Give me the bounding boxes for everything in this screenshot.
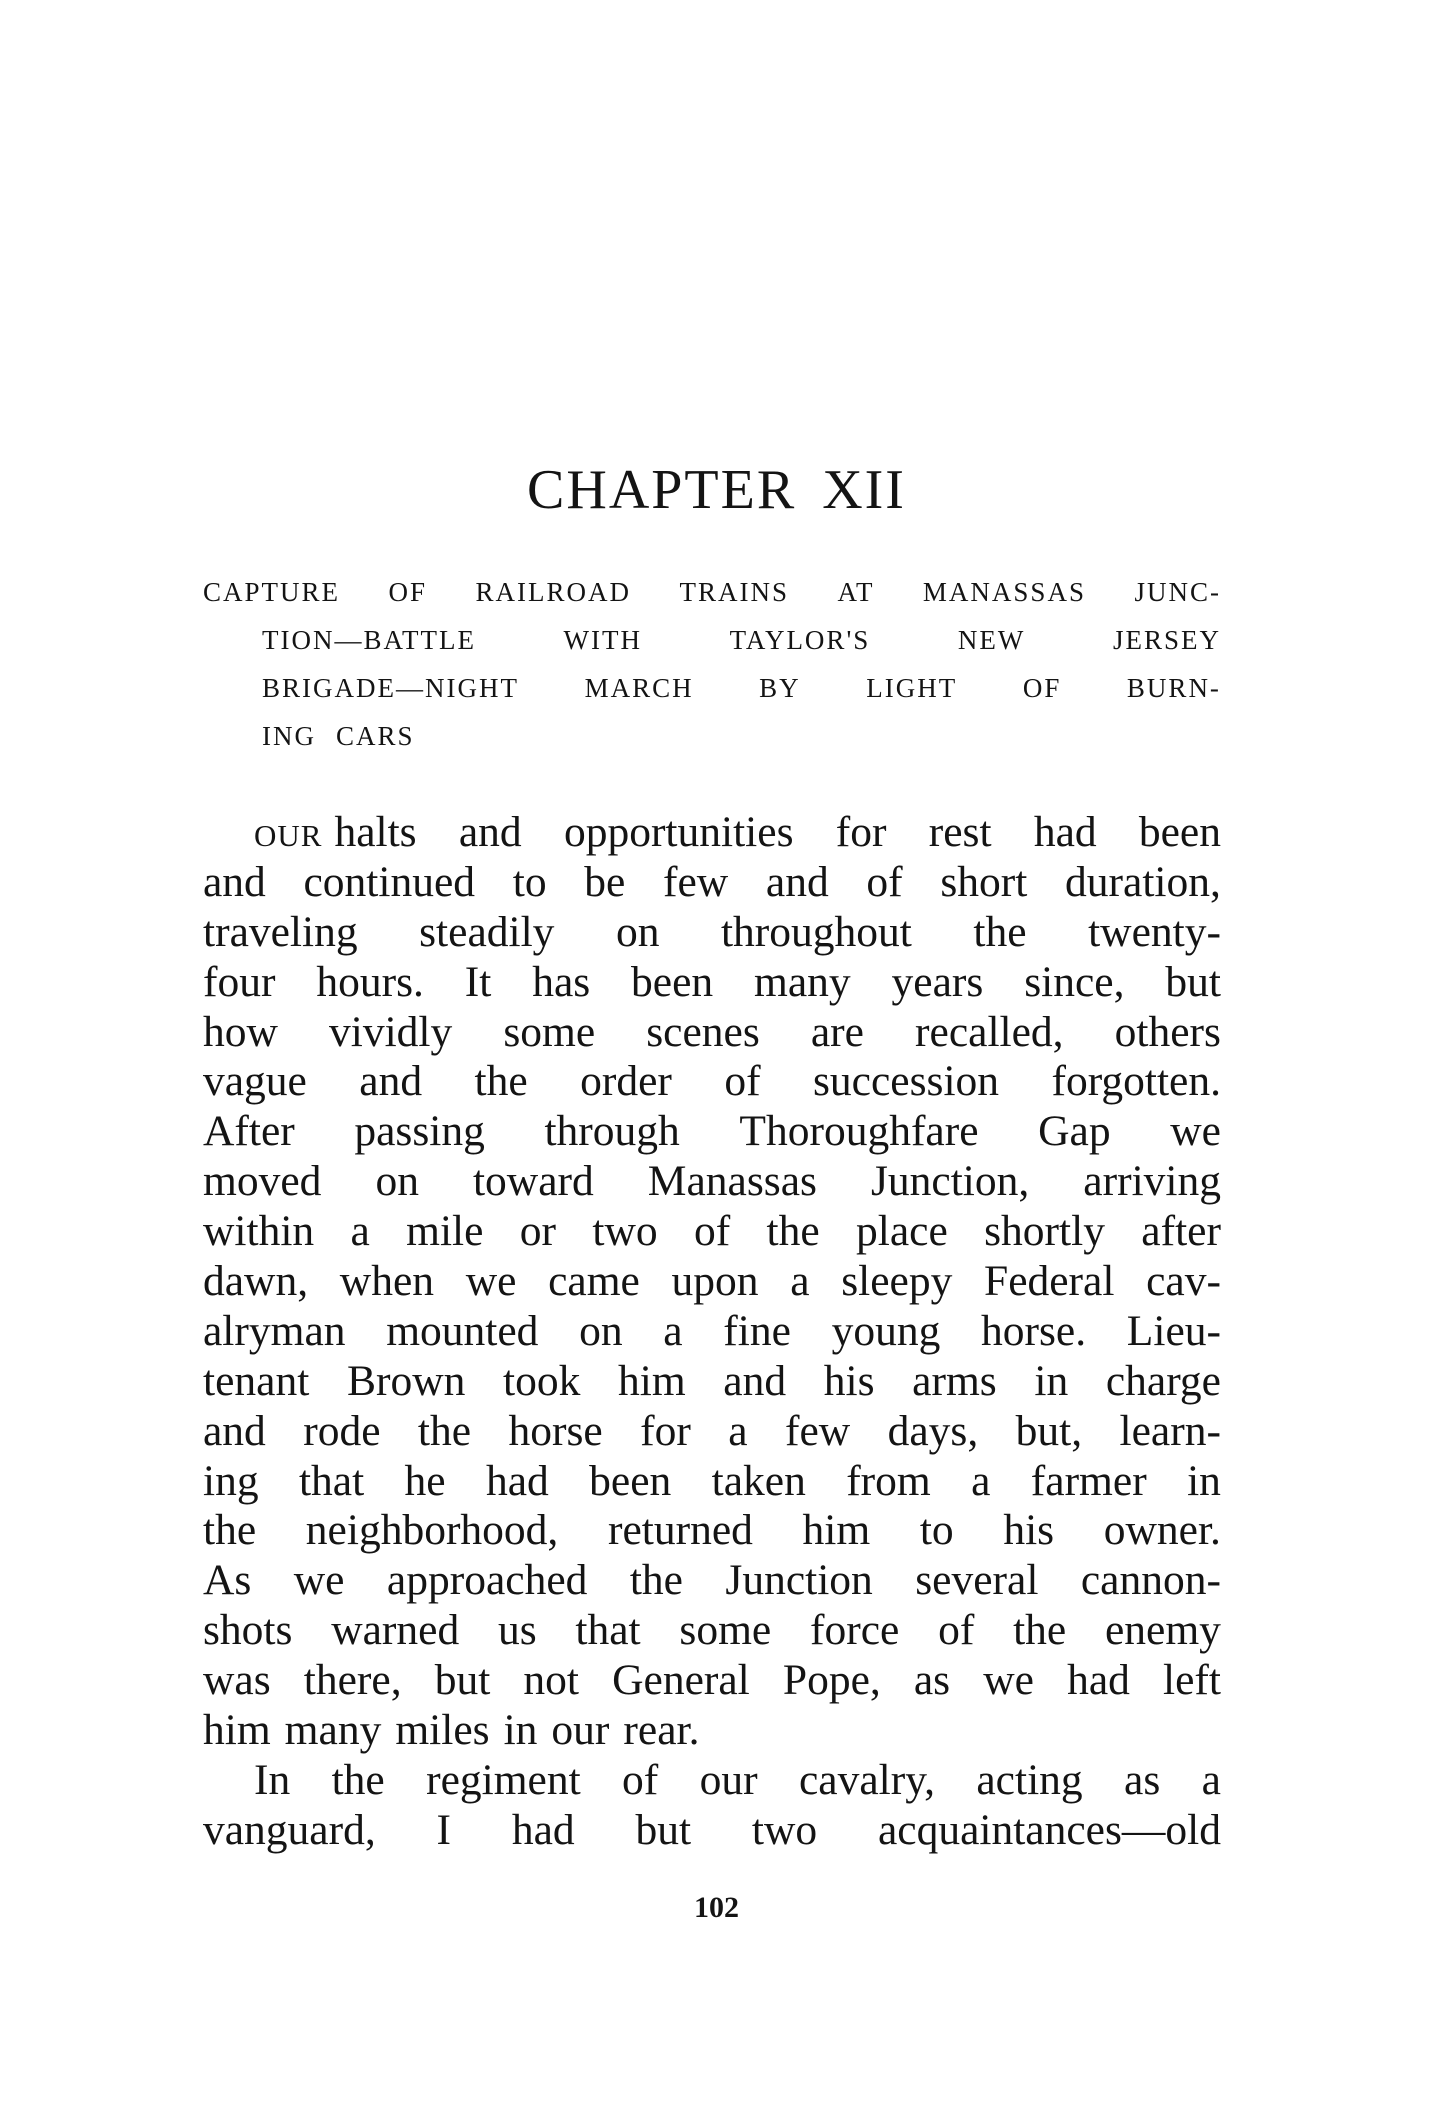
summary-word: BURN- <box>1126 673 1221 703</box>
body-word: vanguard, <box>203 1805 376 1854</box>
body-word: scenes <box>646 1007 760 1056</box>
body-line <box>203 958 1221 1008</box>
body-line <box>203 1556 1221 1606</box>
body-word: some <box>503 1007 596 1056</box>
body-line <box>203 1407 1221 1457</box>
body-word: since, <box>1024 957 1125 1006</box>
body-word: Federal <box>984 1257 1115 1306</box>
summary-word: LIGHT <box>866 673 958 703</box>
body-word: I <box>436 1805 452 1854</box>
body-word: four <box>203 957 276 1006</box>
body-word: on <box>375 1157 419 1206</box>
page-number: 102 <box>694 1891 739 1924</box>
body-word: the <box>417 1406 472 1455</box>
body-word: hours. <box>316 957 424 1006</box>
body-line <box>203 1157 1221 1207</box>
body-word: place <box>856 1207 948 1256</box>
body-word: learn- <box>1119 1406 1221 1455</box>
body-word: came <box>548 1257 640 1306</box>
body-word: has <box>532 957 591 1006</box>
body-word: enemy <box>1104 1606 1221 1655</box>
body-word: acquaintances—old <box>877 1805 1221 1854</box>
body-word: a <box>1201 1755 1221 1804</box>
body-line <box>203 1008 1221 1058</box>
body-word: regiment <box>426 1755 581 1804</box>
body-word: halts <box>334 808 417 856</box>
body-word: had <box>485 1456 549 1505</box>
body-word: was <box>203 1656 271 1705</box>
summary-line <box>262 664 1221 712</box>
body-word: It <box>464 957 492 1006</box>
body-word: to <box>919 1506 954 1555</box>
body-line <box>203 1506 1221 1556</box>
body-word: neighborhood, <box>305 1506 559 1555</box>
body-word: warned <box>331 1606 460 1655</box>
body-line <box>203 1107 1221 1157</box>
body-word: charge <box>1105 1356 1221 1405</box>
summary-word: WITH <box>563 625 643 655</box>
body-word: the <box>474 1057 528 1106</box>
body-line <box>203 1806 1221 1856</box>
body-word: how <box>203 1007 278 1056</box>
body-word: the <box>203 1506 257 1555</box>
body-word: we <box>983 1656 1034 1705</box>
body-word: but <box>434 1656 491 1705</box>
body-word: forgotten. <box>1051 1057 1221 1106</box>
body-word: vividly <box>329 1007 453 1056</box>
chapter-number: XII <box>822 459 906 521</box>
body-word: of <box>622 1755 659 1804</box>
body-word: Brown <box>346 1356 466 1405</box>
body-word: many <box>754 957 851 1006</box>
body-word: in <box>503 1706 538 1755</box>
body-word: miles <box>395 1706 490 1755</box>
body-line <box>203 1257 1221 1307</box>
body-word: but <box>1165 957 1221 1006</box>
body-word: young <box>831 1306 941 1355</box>
body-word: our <box>699 1755 758 1804</box>
body-word: moved <box>203 1157 322 1206</box>
summary-word: JERSEY <box>1112 625 1221 655</box>
body-word: within <box>203 1207 315 1256</box>
body-word: several <box>915 1556 1039 1605</box>
body-word: a <box>663 1306 683 1355</box>
body-word: rear. <box>623 1706 700 1755</box>
chapter-summary <box>203 568 1221 760</box>
body-word: took <box>503 1356 581 1405</box>
body-word: through <box>544 1107 680 1156</box>
body-word: duration, <box>1065 857 1221 906</box>
body-word: cav- <box>1146 1257 1221 1306</box>
summary-word: NEW <box>957 625 1026 655</box>
summary-word: MARCH <box>584 673 694 703</box>
body-word: from <box>846 1456 931 1505</box>
opening-group <box>254 808 417 858</box>
body-word: order <box>580 1057 672 1106</box>
body-word: mounted <box>386 1306 539 1355</box>
body-text <box>203 808 1221 1856</box>
summary-word: TION—BATTLE <box>262 625 476 655</box>
body-word: Junction <box>725 1556 873 1605</box>
body-word: to <box>512 857 547 906</box>
body-word: force <box>809 1606 900 1655</box>
body-word: in <box>1034 1356 1069 1405</box>
body-word: upon <box>671 1257 759 1306</box>
body-word: few <box>784 1406 851 1455</box>
body-word: that <box>298 1456 365 1505</box>
body-word: toward <box>472 1157 594 1206</box>
body-word: him <box>203 1706 271 1755</box>
summary-word: TRAINS <box>679 577 789 607</box>
summary-word: CAPTURE <box>203 577 341 607</box>
summary-word: OF <box>388 577 428 607</box>
body-line <box>203 1207 1221 1257</box>
body-word: alryman <box>203 1306 346 1355</box>
body-word: a <box>971 1456 991 1505</box>
body-word: when <box>339 1257 435 1306</box>
body-word: the <box>331 1755 385 1804</box>
body-word: his <box>1003 1506 1055 1555</box>
body-word: traveling <box>203 907 358 956</box>
body-word: on <box>579 1306 623 1355</box>
body-line <box>203 1357 1221 1407</box>
body-word: but, <box>1015 1406 1083 1455</box>
body-word: two <box>751 1805 818 1854</box>
summary-word: MANASSAS <box>922 577 1086 607</box>
body-word: and <box>203 857 266 906</box>
small-caps-first-word: OUR <box>254 818 323 853</box>
body-word: as <box>913 1656 951 1705</box>
body-word: of <box>693 1207 731 1256</box>
body-word: recalled, <box>915 1007 1064 1056</box>
body-word: arms <box>912 1356 997 1405</box>
body-word: a <box>728 1406 748 1455</box>
summary-word: RAILROAD <box>475 577 631 607</box>
body-word: but <box>635 1805 692 1854</box>
body-word: days, <box>887 1406 979 1455</box>
body-word: are <box>810 1007 864 1056</box>
summary-word: AT <box>837 577 875 607</box>
body-line <box>203 1606 1221 1656</box>
body-word: us <box>497 1606 537 1655</box>
body-word: the <box>1013 1606 1067 1655</box>
body-word: for <box>835 808 887 856</box>
body-word: rest <box>928 808 992 856</box>
body-word: arriving <box>1083 1157 1221 1206</box>
body-word: he <box>404 1456 446 1505</box>
body-word: Junction, <box>870 1157 1030 1206</box>
body-word: that <box>575 1606 641 1655</box>
body-word: short <box>940 857 1028 906</box>
body-word: In <box>254 1755 291 1804</box>
body-word: Manassas <box>647 1157 817 1206</box>
body-word: been <box>631 957 714 1006</box>
body-word: General <box>612 1656 750 1705</box>
body-word: the <box>973 907 1027 956</box>
body-word: there, <box>303 1656 402 1705</box>
body-word: the <box>629 1556 683 1605</box>
body-word: others <box>1114 1007 1221 1056</box>
body-word: we <box>293 1556 345 1605</box>
body-word: in <box>1187 1456 1221 1505</box>
body-line <box>203 1307 1221 1357</box>
body-word: on <box>615 907 660 956</box>
body-word: we <box>1170 1107 1221 1156</box>
body-word: throughout <box>720 907 912 956</box>
body-word: and <box>458 808 522 856</box>
body-word: Thoroughfare <box>739 1107 979 1156</box>
body-word: Gap <box>1038 1107 1111 1156</box>
body-word: vague <box>203 1057 307 1106</box>
body-word: fine <box>723 1306 791 1355</box>
body-word: his <box>823 1356 875 1405</box>
body-word: Lieu- <box>1126 1306 1221 1355</box>
summary-word: OF <box>1022 673 1062 703</box>
body-word: left <box>1162 1656 1221 1705</box>
body-word: been <box>1138 808 1221 856</box>
body-word: opportunities <box>563 808 794 856</box>
body-word: of <box>938 1606 975 1655</box>
body-word: a <box>350 1207 370 1256</box>
body-word: approached <box>386 1556 588 1605</box>
body-word: and <box>765 857 829 906</box>
body-word: two <box>592 1207 658 1256</box>
body-word: him <box>802 1506 871 1555</box>
body-line <box>203 1057 1221 1107</box>
body-word: we <box>465 1257 517 1306</box>
body-word: horse. <box>981 1306 1087 1355</box>
summary-word: BRIGADE—NIGHT <box>262 673 519 703</box>
body-line <box>203 1457 1221 1507</box>
body-line <box>203 1756 1221 1806</box>
body-word: farmer <box>1030 1456 1147 1505</box>
body-word: not <box>523 1656 579 1705</box>
summary-word: BY <box>759 673 801 703</box>
body-word: succession <box>812 1057 1000 1106</box>
body-word: years <box>891 957 984 1006</box>
body-line <box>203 908 1221 958</box>
body-line <box>203 1706 1221 1756</box>
body-word: of <box>866 857 903 906</box>
body-word: had <box>1067 1656 1130 1705</box>
body-word: cannon- <box>1080 1556 1221 1605</box>
body-word: been <box>589 1456 672 1505</box>
body-word: be <box>584 857 626 906</box>
body-word: of <box>724 1057 761 1106</box>
body-word: as <box>1124 1755 1161 1804</box>
body-word: As <box>203 1556 252 1605</box>
body-word: acting <box>976 1755 1083 1804</box>
body-line <box>203 858 1221 908</box>
summary-line <box>203 568 1221 616</box>
body-word: taken <box>711 1456 806 1505</box>
body-word: rode <box>303 1406 381 1455</box>
body-word: returned <box>607 1506 753 1555</box>
body-word: after <box>1141 1207 1221 1256</box>
body-word: our <box>551 1706 610 1755</box>
body-word: some <box>679 1606 772 1655</box>
body-word: sleepy <box>841 1257 953 1306</box>
summary-word: JUNC- <box>1134 577 1221 607</box>
body-word: and <box>203 1406 266 1455</box>
body-word: many <box>284 1706 382 1755</box>
body-word: him <box>617 1356 686 1405</box>
summary-line <box>262 712 1221 760</box>
body-word: owner. <box>1103 1506 1221 1555</box>
body-word: twenty- <box>1088 907 1221 956</box>
summary-line <box>262 616 1221 664</box>
body-word: had <box>511 1805 575 1854</box>
body-line <box>203 1656 1221 1706</box>
body-word: shots <box>203 1606 293 1655</box>
body-word: shortly <box>984 1207 1105 1256</box>
summary-word: ING <box>262 721 316 751</box>
body-word: After <box>203 1107 295 1156</box>
body-word: steadily <box>419 907 555 956</box>
body-word: for <box>640 1406 691 1455</box>
body-word: continued <box>303 857 476 906</box>
body-word: the <box>766 1207 820 1256</box>
summary-word: TAYLOR'S <box>729 625 871 655</box>
body-word: had <box>1033 808 1097 856</box>
body-word: tenant <box>203 1356 310 1405</box>
body-word: passing <box>354 1107 485 1156</box>
body-word: Pope, <box>782 1656 881 1705</box>
body-word: cavalry, <box>798 1755 936 1804</box>
chapter-label: CHAPTER <box>527 459 797 521</box>
body-word: dawn, <box>203 1257 309 1306</box>
chapter-heading <box>0 455 1433 525</box>
body-word: mile <box>406 1207 484 1256</box>
body-line <box>203 808 1221 858</box>
body-word: a <box>790 1257 810 1306</box>
summary-word: CARS <box>336 721 415 751</box>
body-word: and <box>723 1356 787 1405</box>
body-word: or <box>519 1207 557 1256</box>
body-word: horse <box>508 1406 603 1455</box>
body-word: few <box>663 857 729 906</box>
body-word: and <box>359 1057 423 1106</box>
body-word: ing <box>203 1456 259 1505</box>
